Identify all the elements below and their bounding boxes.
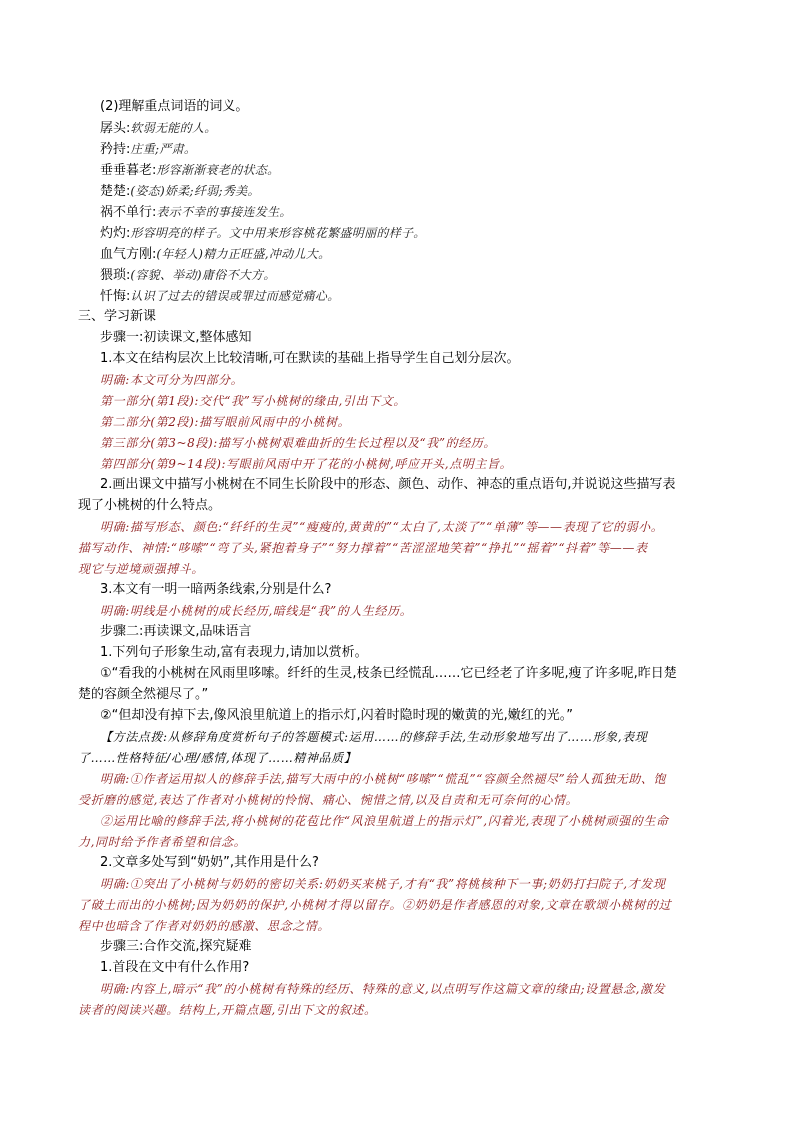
vocab-term: 祸不单行: <box>100 205 157 220</box>
vocab-definition: 形容明亮的样子。文中用来形容桃花繁盛明丽的样子。 <box>130 226 426 240</box>
vocab-term: 矜持: <box>100 142 131 157</box>
answer-text: 明确:明线是小桃树的成长经历,暗线是“我”的人生经历。 <box>100 604 413 618</box>
section-heading: 三、学习新课 <box>78 309 157 324</box>
vocab-term: 血气方刚: <box>100 247 157 262</box>
vocab-item <box>100 265 276 286</box>
vocab-definition: 表示不幸的事接连发生。 <box>156 205 292 219</box>
vocab-term: 楚楚: <box>100 184 131 199</box>
vocab-definition: (年轻人)精力正旺盛,冲动儿大。 <box>156 247 331 261</box>
vocab-item <box>100 244 330 265</box>
vocab-term: 垂垂暮老: <box>100 163 157 178</box>
vocab-definition: (姿态)娇柔;纤弱;秀美。 <box>130 184 260 198</box>
sub-heading-vocabulary: (2)理解重点词语的词义。 <box>100 99 249 114</box>
answer-text: 现它与逆境顽强搏斗。 <box>78 562 205 576</box>
step-heading-1: 步骤一:初读课文,整体感知 <box>100 330 252 345</box>
answer-text: ②运用比喻的修辞手法,将小桃树的花苞比作“风浪里航道上的指示灯”,闪着光,表现了小桃树顽强的生命 <box>100 814 669 828</box>
step-heading-3: 步骤三:合作交流,探究疑难 <box>100 939 252 954</box>
vocab-item <box>100 160 279 181</box>
vocab-term: 忏悔: <box>100 289 131 304</box>
answer-text: 明确:①突出了小桃树与奶奶的密切关系:奶奶买来桃子,才有“我”将桃核种下一事;奶奶打扫院子,才发现 <box>100 877 666 891</box>
vocab-item <box>100 139 196 160</box>
vocab-term: 猥琐: <box>100 268 131 283</box>
vocab-term: 灼灼: <box>100 226 131 241</box>
question-text: 2.画出课文中描写小桃树在不同生长阶段中的形态、颜色、动作、神态的重点语句,并说说这些描写表 <box>100 477 676 492</box>
answer-text: 明确:描写形态、颜色:“纤纤的生灵”“瘦瘦的,黄黄的”“太白了,太淡了”“单薄”等——表现了它的弱小。 <box>100 520 664 534</box>
answer-text: 第二部分(第2段):描写眼前风雨中的小桃树。 <box>100 415 351 429</box>
quoted-sentence: ①“看我的小桃树在风雨里哆嗦。纤纤的生灵,枝条已经慌乱……它已经老了许多呢,瘦了许多呢,昨日楚 <box>100 666 677 681</box>
answer-text: 受折磨的感觉,表达了作者对小桃树的怜悯、痛心、惋惜之情,以及自责和无可奈何的心情。 <box>78 793 579 807</box>
vocab-definition: 庄重;严肃。 <box>130 142 197 156</box>
answer-text: 明确:①作者运用拟人的修辞手法,描写大雨中的小桃树“哆嗦”“慌乱”“容颜全然褪尽”给人孤独无助、饱 <box>100 772 667 786</box>
method-tip: 了……性格特征/心理/感情,体现了……精神品质】 <box>78 751 357 765</box>
vocab-definition: (容貌、举动)庸俗不大方。 <box>130 268 276 282</box>
quoted-sentence: 楚的容颜全然褪尽了。” <box>78 687 209 702</box>
vocab-item <box>100 223 426 244</box>
answer-text: 了破土而出的小桃树;因为奶奶的保护,小桃树才得以留存。②奶奶是作者感恩的对象,文章在歌颂小桃树的过 <box>78 898 672 912</box>
answer-text: 读者的阅读兴趣。结构上,开篇点题,引出下文的叙述。 <box>78 1003 377 1017</box>
answer-text: 明确:本文可分为四部分。 <box>100 373 244 387</box>
vocab-item <box>100 286 340 307</box>
answer-text: 明确:内容上,暗示“我”的小桃树有特殊的经历、特殊的意义,以点明写作这篇文章的缘由;设置悬念,激发 <box>100 982 666 996</box>
vocab-item <box>100 118 217 139</box>
vocab-definition: 形容渐渐衰老的状态。 <box>156 163 280 177</box>
vocab-item <box>100 202 292 223</box>
question-text: 2.文章多处写到“奶奶”,其作用是什么? <box>100 855 319 870</box>
question-text: 1.本文在结构层次上比较清晰,可在默读的基础上指导学生自己划分层次。 <box>100 351 520 366</box>
question-text: 现了小桃树的什么特点。 <box>78 498 222 513</box>
question-text: 3.本文有一明一暗两条线索,分别是什么? <box>100 582 332 597</box>
answer-text: 程中也暗含了作者对奶奶的感激、思念之情。 <box>78 919 331 933</box>
answer-text: 第一部分(第1段):交代“我”写小桃树的缘由,引出下文。 <box>100 394 406 408</box>
answer-text: 力,同时给予作者希望和信念。 <box>78 835 247 849</box>
answer-text: 描写动作、神情:“哆嗦”“弯了头,紧抱着身子”“努力撑着”“苦涩涩地笑着”“挣扎”“摇着”“抖着”等——表 <box>78 541 648 555</box>
answer-text: 第四部分(第9~14段):写眼前风雨中开了花的小桃树,呼应开头,点明主旨。 <box>100 457 513 471</box>
answer-text: 第三部分(第3~8段):描写小桃树艰难曲折的生长过程以及“我”的经历。 <box>100 436 497 450</box>
vocab-item <box>100 181 260 202</box>
quoted-sentence: ②“但却没有掉下去,像风浪里航道上的指示灯,闪着时隐时现的嫩黄的光,嫩红的光。” <box>100 708 574 723</box>
question-text: 1.首段在文中有什么作用? <box>100 960 250 975</box>
method-tip: 【方法点拨:从修辞角度赏析句子的答题模式:运用……的修辞手法,生动形象地写出了……形象,表现 <box>100 730 648 744</box>
vocab-term: 孱头: <box>100 121 131 136</box>
question-text: 1.下列句子形象生动,富有表现力,请加以赏析。 <box>100 645 368 660</box>
vocab-definition: 认识了过去的错误或罪过而感觉痛心。 <box>130 289 340 303</box>
step-heading-2: 步骤二:再读课文,品味语言 <box>100 624 252 639</box>
vocab-definition: 软弱无能的人。 <box>130 121 217 135</box>
